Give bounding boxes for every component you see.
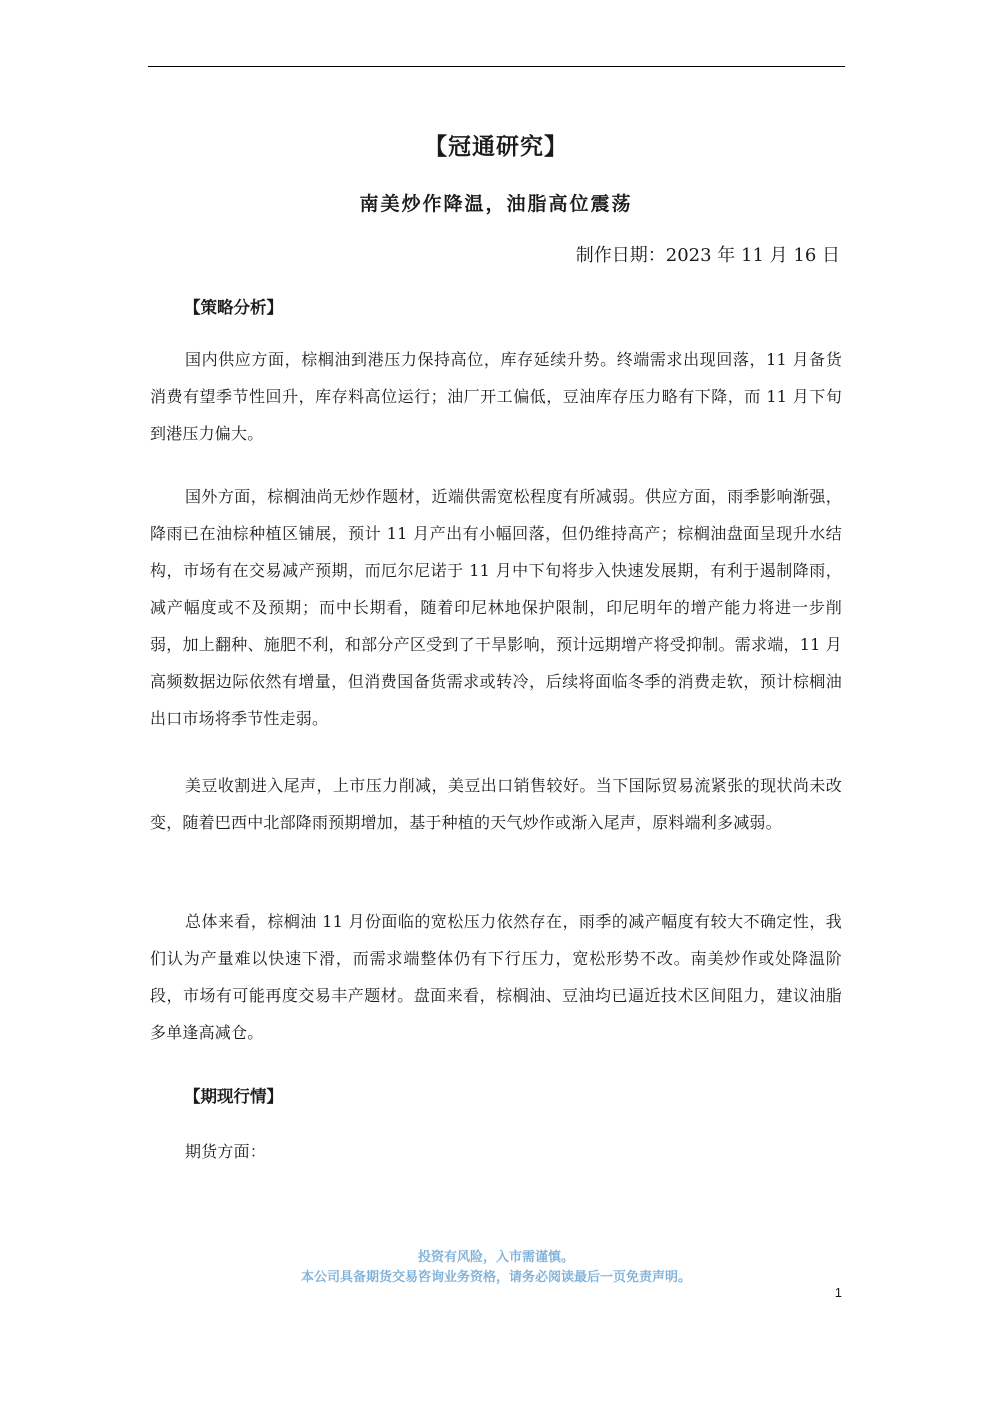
paragraph-soybean: 美豆收割进入尾声，上市压力削减，美豆出口销售较好。当下国际贸易流紧张的现状尚未改变，随着巴西中北部降雨预期增加，基于种植的天气炒作或渐入尾声，原料端利多减弱。 [150, 776, 842, 832]
market-heading: 【期现行情】 [184, 1087, 283, 1106]
paragraph-summary: 总体来看，棕榈油 11 月份面临的宽松压力依然存在，雨季的减产幅度有较大不确定性，我们认为产量难以快速下滑，而需求端整体仍有下行压力，宽松形势不改。南美炒作或处降温阶段，市场有可能再度交易丰产题材。盘面来看，棕榈油、豆油均已逼近技术区间阻力，建议油脂多单逢高减仓。 [150, 912, 842, 1042]
disclaimer-note: 本公司具备期货交易咨询业务资格，请务必阅读最后一页免责声明。 [300, 1270, 691, 1285]
paragraph-overseas: 国外方面，棕榈油尚无炒作题材，近端供需宽松程度有所减弱。供应方面，雨季影响渐强，降雨已在油棕种植区铺展，预计 11 月产出有小幅回落，但仍维持高产；棕榈油盘面呈现升水结构，市场有在交易减产预期，而厄尔尼诺于 11 月中下旬将步入快速发展期，有利于遏制降雨，减产幅度或不及预期；而中长期看，随着印尼林地保护限制，印尼明年的增产能力将进一步削弱，加上翻种、施肥不利，和部分产区受到了干旱影响，预计远期增产将受抑制。需求端，11 月高频数据边际依然有增量，但消费国备货需求或转冷，后续将面临冬季的消费走软，预计棕榈油出口市场将季节性走弱。 [150, 487, 842, 728]
strategy-heading: 【策略分析】 [184, 298, 283, 317]
header-rule [148, 66, 845, 67]
risk-warning: 投资有风险，入市需谨慎。 [417, 1250, 574, 1265]
brand-heading: 【冠通研究】 [424, 133, 568, 160]
futures-label: 期货方面： [185, 1142, 267, 1161]
report-date: 制作日期：2023 年 11 月 16 日 [575, 245, 840, 266]
paragraph-domestic-supply: 国内供应方面，棕榈油到港压力保持高位，库存延续升势。终端需求出现回落，11 月备货消费有望季节性回升，库存料高位运行；油厂开工偏低，豆油库存压力略有下降，而 11 月下旬到港压力偏大。 [150, 350, 842, 443]
page-number: 1 [834, 1285, 842, 1300]
report-title: 南美炒作降温，油脂高位震荡 [359, 193, 633, 215]
